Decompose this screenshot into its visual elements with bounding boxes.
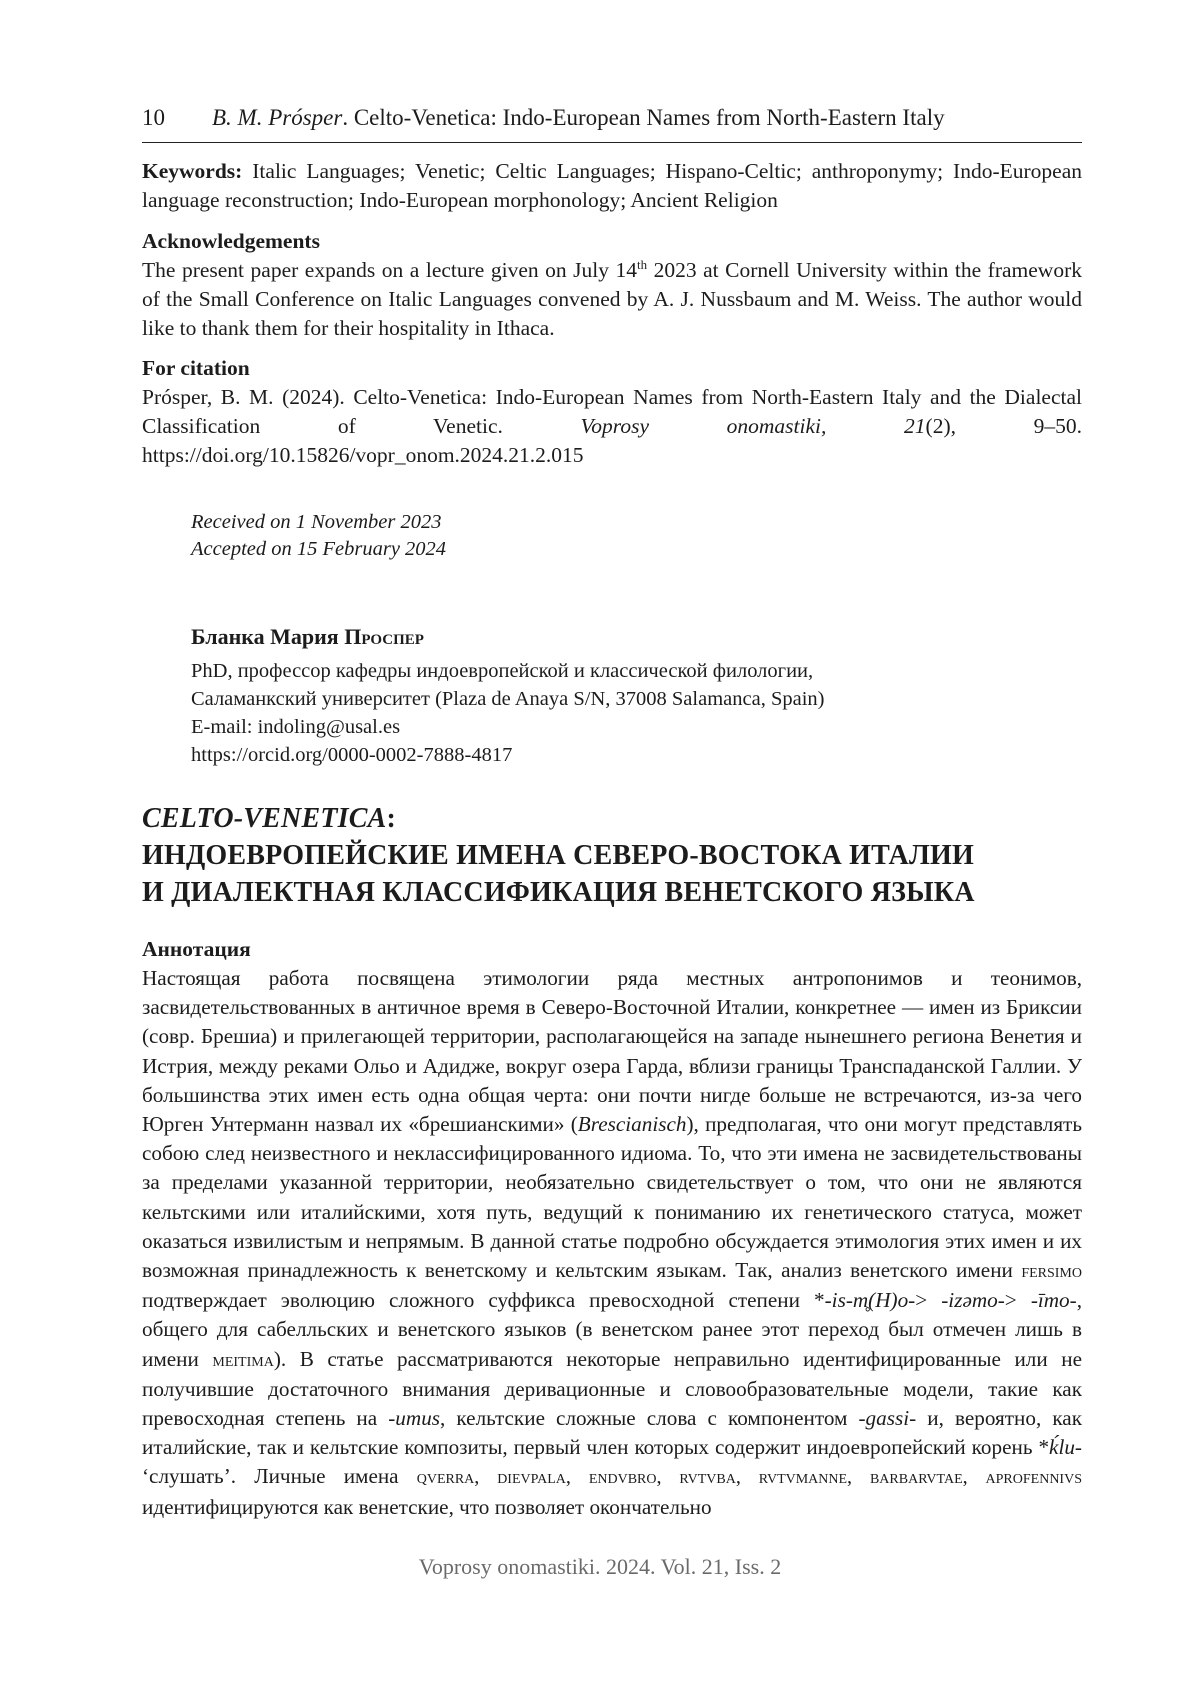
received-date: Received on 1 November 2023 [191, 511, 442, 533]
keywords-text: Italic Languages; Venetic; Celtic Languages; Hispano-Celtic; anthroponymy; Indo-European language reconstruction; Indo-European morphonology; Ancient Religion [142, 159, 1082, 212]
article-dates [191, 509, 446, 563]
ru-author-name: Бланка Мария Проспер [191, 624, 424, 649]
article-title-ru: CELTO-VENETICA: ИНДОЕВРОПЕЙСКИЕ ИМЕНА СЕВЕРО-ВОСТОКА ИТАЛИИ И ДИАЛЕКТНАЯ КЛАССИФИКАЦИЯ ВЕНЕТСКОГО ЯЗЫКА [142, 803, 975, 908]
ru-author-affiliation: PhD, профессор кафедры индоевропейской и классической филологии, Саламанкский университет (Plaza de Anaya S/N, 37008 Salamanca, Spain) E-mail: indoling@usal.es https://orcid.org/0000-0002-7888-4817 [191, 657, 824, 769]
keywords-label: Keywords: [142, 159, 243, 183]
annotation-text: Настоящая работа посвящена этимологии ряда местных антропонимов и теонимов, засвидетельствованных в античное время в Северо-Восточной Италии, конкретнее — имен из Бриксии (совр. Брешиа) и прилегающей территории, располагающейся на западе нынешнего региона Венетия и Истрия, между реками Ольо и Адидже, вокруг озера Гарда, вблизи границы Транспаданской Галлии. У большинства этих имен есть одна общая черта: они почти нигде больше не встречаются, из-за чего Юрген Унтерманн назвал их «брешианскими» (Brescianisch), предполагая, что они могут представлять собою след неизвестного и неклассифицированного идиома. То, что эти имена не засвидетельствованы за пределами указанной территории, необязательно свидетельствует о том, что они не являются кельтскими или италийскими, хотя путь, ведущий к пониманию их генетического статуса, может оказаться извилистым и непрямым. В данной статье подробно обсуждается этимология этих имен и их возможная принадлежность к венетскому и кельтским языкам. Так, анализ венетского имени fersimo подтверждает эволюцию сложного суффикса превосходной степени *-is-m̥(H)o-> -izəmo-> -īmo-, общего для сабелльских и венетского языков (в венетском ранее этот переход был отмечен лишь в имени meitima). В статье рассматриваются некоторые неправильно идентифицированные или не получившие достаточного внимания деривационные и словообразовательные модели, такие как превосходная степень на -umus, кельтские сложные слова с компонентом -gassi- и, вероятно, как италийские, так и кельтские композиты, первый член которых содержит индоевропейский корень *ḱlu- ‘слушать’. Личные имена qverra, dievpala, endvbro, rvtvba, rvtvmanne, barbarvtae, aprofennivs идентифицируются как венетские, что позволяет окончательно [142, 966, 1083, 1519]
citation-heading: For citation [142, 356, 250, 380]
citation-text: Prósper, B. M. (2024). Celto-Venetica: Indo-European Names from North-Eastern Italy and the Dialectal Classification of Venetic. Voprosy onomastiki, 21(2), 9–50. https://doi.org/10.15826/vopr_onom.2024.21.2.015 [142, 385, 1082, 467]
page-footer: Voprosy onomastiki. 2024. Vol. 21, Iss. 2 [418, 1554, 782, 1579]
header-author: B. M. Prósper [212, 105, 343, 130]
author-email: E-mail: indoling@usal.es [191, 716, 401, 738]
keywords-section [142, 157, 1082, 215]
running-header: 10 B. M. Prósper. Celto-Venetica: Indo-European Names from North-Eastern Italy [142, 103, 1082, 133]
citation-section [142, 354, 1082, 470]
annotation-section [142, 935, 1082, 1522]
header-title: Celto-Venetica: Indo-European Names from North-Eastern Italy [353, 105, 945, 130]
author-orcid: https://orcid.org/0000-0002-7888-4817 [191, 744, 513, 766]
annotation-heading: Аннотация [142, 937, 251, 961]
acknowledgements-heading: Acknowledgements [142, 229, 320, 253]
acknowledgements-section [142, 227, 1082, 343]
page-number: 10 [142, 105, 165, 130]
header-rule [142, 142, 1082, 143]
accepted-date: Accepted on 15 February 2024 [191, 538, 447, 560]
acknowledgements-text: The present paper expands on a lecture given on July 14th 2023 at Cornell University within the framework of the Small Conference on Italic Languages convened by A. J. Nussbaum and M. Weiss. The author would like to thank them for their hospitality in Ithaca. [142, 257, 1082, 340]
